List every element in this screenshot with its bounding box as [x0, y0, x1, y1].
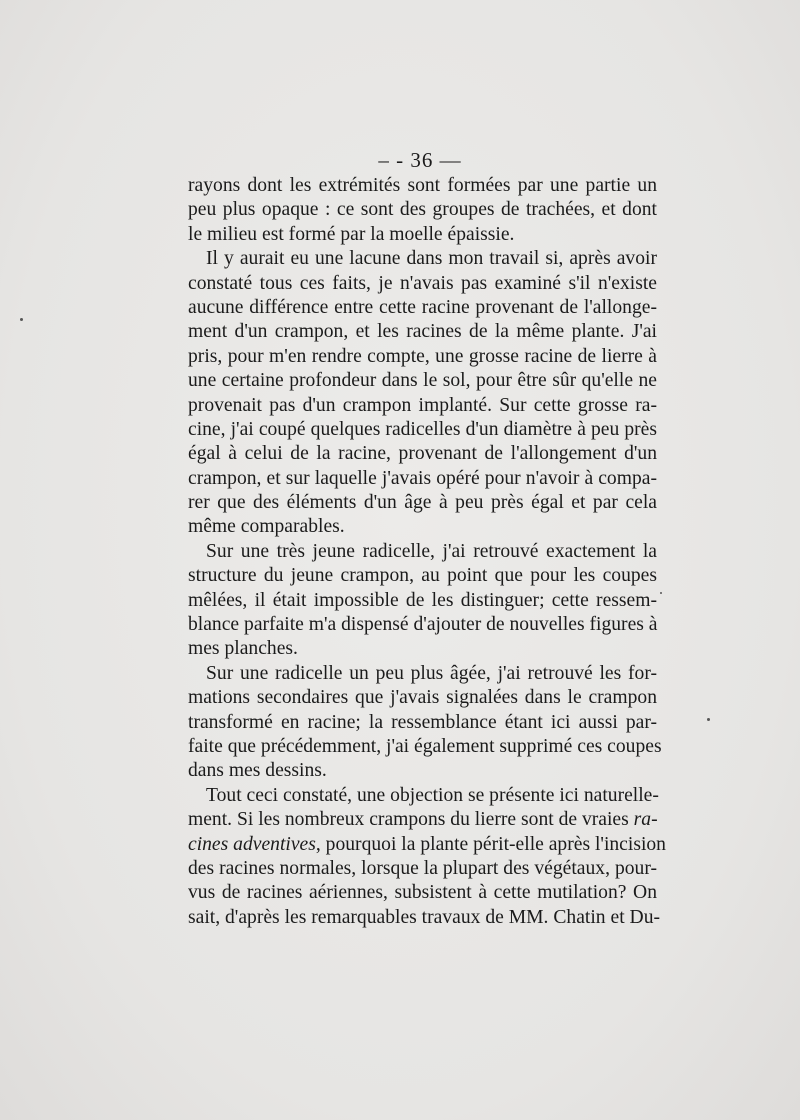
- text-line: transformé en racine; la ressemblance étant ici aussi par-: [188, 711, 657, 733]
- text-line: constaté tous ces faits, je n'avais pas examiné s'il n'existe: [188, 272, 657, 294]
- text-line: sait, d'après les remarquables travaux de MM. Chatin et Du-: [188, 906, 661, 928]
- text-line: cine, j'ai coupé quelques radicelles d'un diamètre à peu près: [188, 418, 657, 440]
- text-line: provenait pas d'un crampon implanté. Sur cette grosse ra-: [188, 394, 657, 416]
- text-line: des racines normales, lorsque la plupart des végétaux, pour-: [188, 857, 657, 879]
- page-number: – - 36 —: [378, 148, 462, 172]
- text-line: structure du jeune crampon, au point que pour les coupes: [188, 565, 657, 587]
- text-line: pris, pour m'en rendre compte, une grosse racine de lierre à: [188, 345, 657, 367]
- text-line: Tout ceci constaté, une objection se présente ici naturelle-: [206, 784, 659, 806]
- text-line: le milieu est formé par la moelle épaissie.: [188, 223, 515, 245]
- text-line: aucune différence entre cette racine provenant de l'allonge-: [188, 296, 657, 318]
- text-line: faite que précédemment, j'ai également supprimé ces coupes: [188, 735, 662, 757]
- text-line: mêlées, il était impossible de les distinguer; cette ressem-: [188, 589, 657, 611]
- text-line: peu plus opaque : ce sont des groupes de trachées, et dont: [188, 199, 657, 221]
- text-line: Sur une très jeune radicelle, j'ai retrouvé exactement la: [206, 540, 657, 562]
- body-text: [188, 174, 666, 930]
- text-line: ment d'un crampon, et les racines de la même plante. J'ai: [188, 321, 657, 343]
- text-line: rayons dont les extrémités sont formées par une partie un: [188, 175, 657, 196]
- text-line: ment. Si les nombreux crampons du lierre sont de vraies ra-: [188, 809, 658, 831]
- text-line: égal à celui de la racine, provenant de l'allongement d'un: [188, 443, 657, 465]
- text-line: Il y aurait eu une lacune dans mon travail si, après avoir: [206, 248, 657, 270]
- text-line: blance parfaite m'a dispensé d'ajouter de nouvelles figures à: [188, 614, 658, 636]
- text-line: cines adventives, pourquoi la plante périt-elle après l'incision: [188, 833, 666, 855]
- text-line: mes planches.: [188, 638, 298, 660]
- text-line: Sur une radicelle un peu plus âgée, j'ai retrouvé les for-: [206, 662, 657, 684]
- text-line: dans mes dessins.: [188, 760, 327, 782]
- text-line: crampon, et sur laquelle j'avais opéré pour n'avoir à compa-: [188, 467, 657, 489]
- text-line: rer que des éléments d'un âge à peu près égal et par cela: [188, 492, 657, 514]
- text-line: une certaine profondeur dans le sol, pour être sûr qu'elle ne: [188, 370, 657, 392]
- scan-speck: [660, 592, 662, 594]
- scan-speck: [20, 318, 23, 321]
- scan-speck: [707, 718, 710, 721]
- text-line: même comparables.: [188, 516, 345, 538]
- text-line: vus de racines aériennes, subsistent à cette mutilation? On: [188, 882, 657, 904]
- text-line: mations secondaires que j'avais signalées dans le crampon: [188, 687, 657, 709]
